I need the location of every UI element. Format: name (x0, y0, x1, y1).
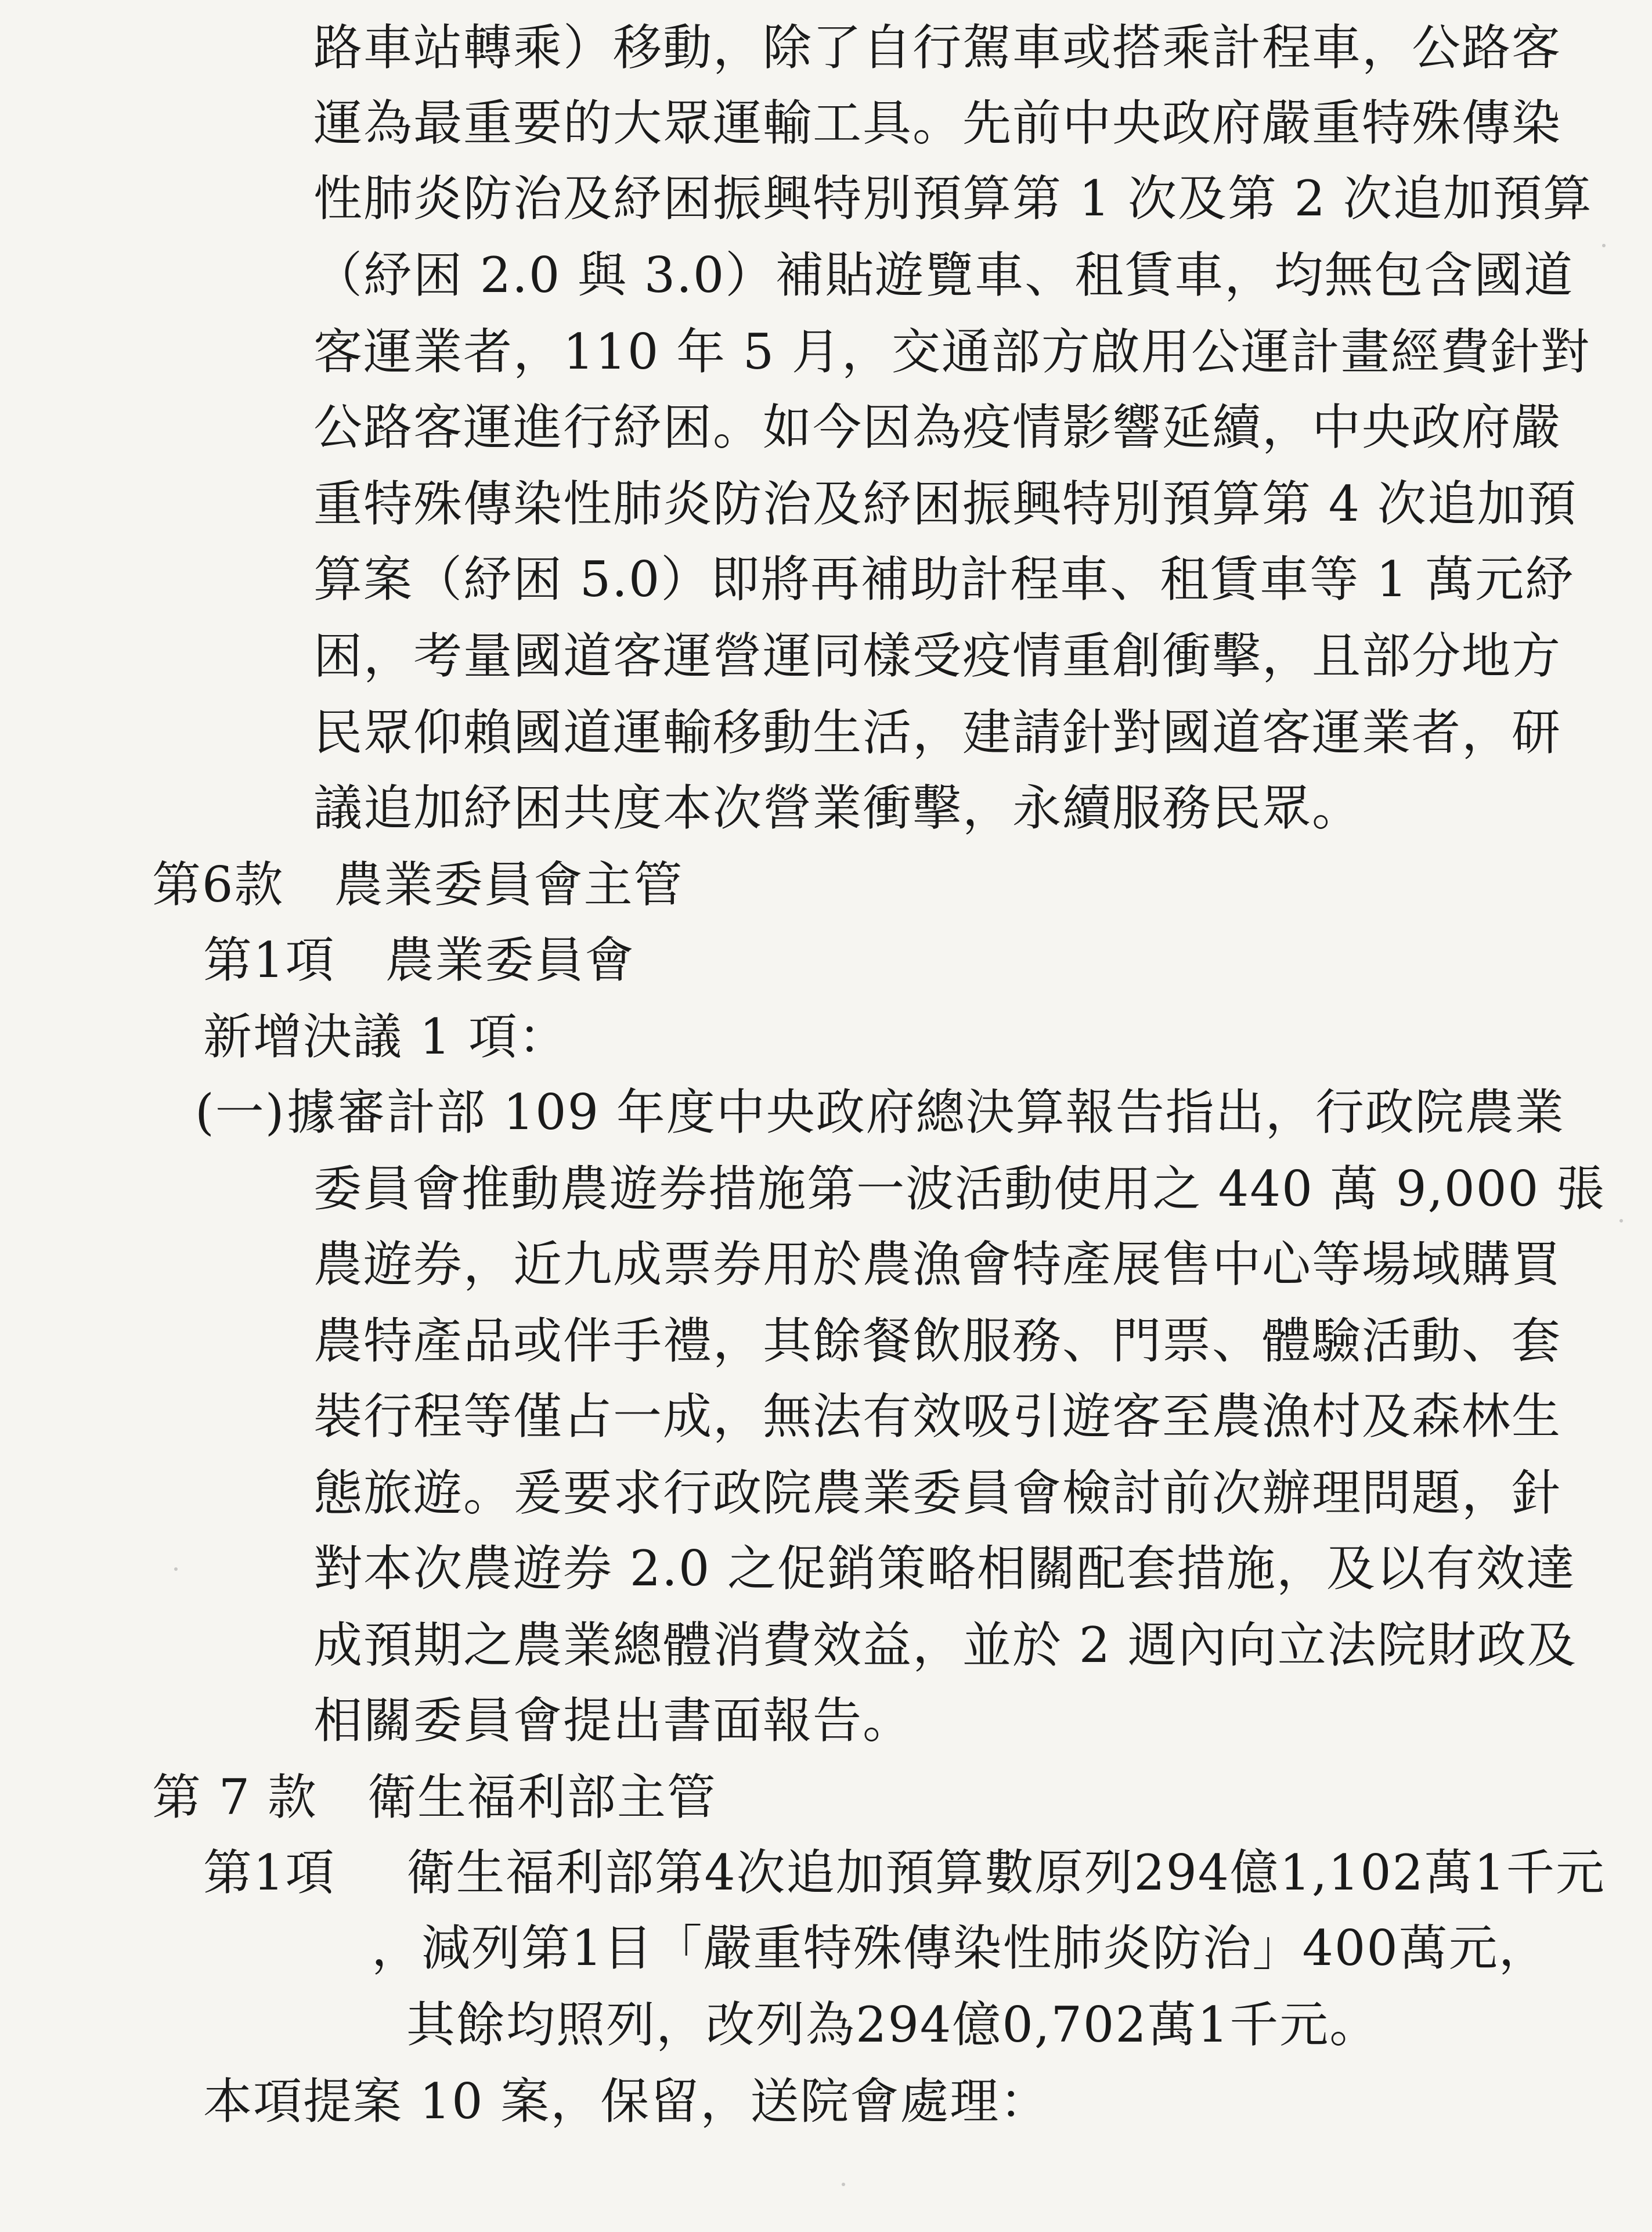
text-line: 困，考量國道客運營運同樣受疫情重創衝擊，且部分地方 (313, 628, 1562, 684)
item-label: (一) (195, 1084, 286, 1141)
text-line: 議追加紓困共度本次營業衝擊，永續服務民眾。 (313, 780, 1362, 836)
resolution-heading: 新增決議 1 項： (203, 1008, 568, 1065)
text-line: 客運業者，110 年 5 月，交通部方啟用公運計畫經費針對 (313, 323, 1590, 380)
proposal-footer: 本項提案 10 案，保留，送院會處理： (203, 2073, 1050, 2130)
text-line: 裝行程等僅占一成，無法有效吸引遊客至農漁村及森林生 (313, 1388, 1562, 1445)
text-line: 農遊券，近九成票券用於農漁會特產展售中心等場域購買 (313, 1236, 1562, 1293)
text-line: 路車站轉乘）移動，除了自行駕車或搭乘計程車，公路客 (313, 19, 1562, 76)
section-kuan-heading: 第 7 款 衛生福利部主管 (152, 1769, 717, 1826)
text-line: 公路客運進行紓困。如今因為疫情影響延續，中央政府嚴 (313, 399, 1562, 456)
text-line: 據審計部 109 年度中央政府總決算報告指出，行政院農業 (287, 1084, 1565, 1141)
text-line: 重特殊傳染性肺炎防治及紓困振興特別預算第 4 次追加預 (313, 475, 1577, 532)
text-line: 衛生福利部第4次追加預算數原列294億1,102萬1千元 (406, 1844, 1606, 1901)
text-line: 民眾仰賴國道運輸移動生活，建請針對國道客運業者，研 (313, 704, 1562, 761)
scan-speck (842, 2183, 845, 2186)
text-line: 對本次農遊券 2.0 之促銷策略相關配套措施，及以有效達 (313, 1540, 1576, 1597)
text-line: 性肺炎防治及紓困振興特別預算第 1 次及第 2 次追加預算 (313, 170, 1593, 227)
text-line: 態旅遊。爰要求行政院農業委員會檢討前次辦理問題，針 (313, 1465, 1562, 1521)
text-line: 算案（紓困 5.0）即將再補助計程車、租賃車等 1 萬元紓 (313, 551, 1575, 608)
section-xiang-label: 第1項 (203, 1844, 336, 1901)
text-line: 成預期之農業總體消費效益，並於 2 週內向立法院財政及 (313, 1617, 1577, 1674)
section-kuan-heading: 第6款 農業委員會主管 (152, 856, 684, 913)
text-line: 運為最重要的大眾運輸工具。先前中央政府嚴重特殊傳染 (313, 95, 1562, 152)
text-line: 其餘均照列，改列為294億0,702萬1千元。 (406, 1996, 1380, 2053)
scan-speck (174, 1567, 178, 1571)
scan-speck (1619, 1219, 1623, 1223)
text-line: 農特產品或伴手禮，其餘餐飲服務、門票、體驗活動、套 (313, 1312, 1562, 1369)
text-line: （紓困 2.0 與 3.0）補貼遊覽車、租賃車，均無包含國道 (313, 247, 1574, 304)
text-line: 委員會推動農遊券措施第一波活動使用之 440 萬 9,000 張 (313, 1160, 1606, 1217)
scan-speck (1602, 244, 1606, 247)
section-xiang-heading: 第1項 農業委員會 (203, 932, 635, 989)
text-line: ，減列第1目「嚴重特殊傳染性肺炎防治」400萬元， (371, 1920, 1549, 1977)
text-line: 相關委員會提出書面報告。 (313, 1692, 913, 1749)
